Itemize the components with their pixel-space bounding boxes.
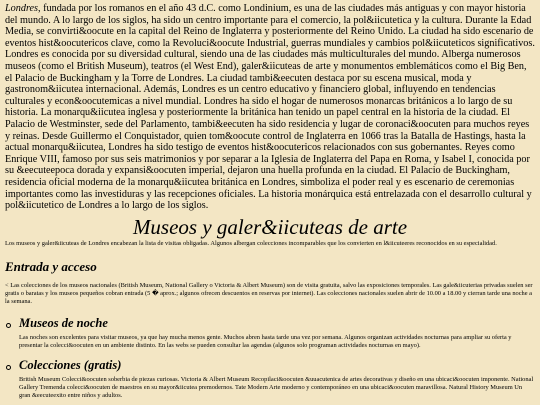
- item-heading: Colecciones (gratis): [19, 357, 122, 372]
- intro-paragraph: [5, 3, 535, 212]
- list-item: [5, 358, 535, 400]
- item-text: British Museum Colecci&oocuten soberbia de piezas curiosas. Victoria & Albert Museum Recopilaci&oocuten &uuacutenica de artes decorativas y diseño en una ubicaci&oocuten imponente. National Gallery Tremenda colecci&oocuten de maestros en su mayor&iicutea premodernos. Tate Modern Arte moderno y contemporáneo en una ubicaci&oocuten maravillosa. Natural History Museum Un gran &eecuteexito entre niños y adultos.: [19, 375, 534, 399]
- museos-description: Los museos y galer&iicuteas de Londres encabezan la lista de visitas obligadas. Algunos albergan colecciones incomparables que los convierten en l&iicuteeres reconocidos en su especialidad.: [5, 239, 497, 247]
- intro-lead: Londres: [5, 3, 39, 14]
- list-item: [5, 316, 535, 350]
- museos-heading: Museos y galer&iicuteas de arte: [132, 214, 408, 239]
- item-text: Las noches son excelentes para visitar museos, ya que hay mucha menos gente. Muchos abren hasta tarde una vez por semana. Algunos organizan actividades nocturnas para ampliar su oferta y presentar la colecci&oocuten en un ambiente distinto. En las webs se pueden consultar las agendas (algunos solo programan actividades nocturnas en mayo).: [19, 333, 512, 349]
- bullet-icon: [6, 365, 11, 370]
- item-heading: Museos de noche: [19, 315, 108, 330]
- entrada-text: < Las colecciones de los museos nacionales (British Museum, National Gallery o Victoria & Albert Museum) son de visita gratuita, salvo las exposiciones temporales. Las gale&iicuterias privadas suelen ser gratis o baratas y los museos pequeños cobran entrada (5 � aprox.; algunos ofrecen descuentos en reservas por internet). Las colecciones nacionales suelen abrir de 10.00 a 18.00 y cierran tarde una noche a la semana.: [5, 281, 533, 305]
- intro-body: , fundada por los romanos en el año 43 d.C. como Londinium, es una de las ciudades más antiguas y con mayor historia del mundo. A lo largo de los siglos, ha sido un centro importante para el comercio, la pol&iicutetica y la cultura. Durante la Edad Media, se convirti&oocute en la capital del Reino de Inglaterra y posteriormente del Reino Unido. La ciudad ha sido escenario de eventos hist&oocutericos clave, como la Revoluci&oocute Industrial, guerras mundiales y cambios pol&iicuteticos significativos. Londres es conocida por su diversidad cultural, siendo una de las ciudades más multiculturales del mundo. Alberga numerosos museos (como el British Museum), teatros (el West End), galer&iicuteas de arte y monumentos emblemáticos como el Big Ben, el Palacio de Buckingham y la Torre de Londres. La ciudad tambi&eecuten destaca por su escena musical, moda y gastronom&iicutea internacional. Además, Londres es un centro educativo y financiero global, influyendo en tendencias culturales y econ&oocutemicas a nivel mundial. Londres ha sido el hogar de numerosos monarcas británicos a lo largo de su historia. La monarqu&iicutea inglesa y posteriormente la británica han tenido un papel central en la historia de la ciudad. El Palacio de Westminster, sede del Parlamento, tambi&eecuten ha sido residencia y lugar de coronaci&oocuten para muchos reyes y reinas. Desde Guillermo el Conquistador, quien tom&oocute control de Inglaterra en 1066 tras la Batalla de Hastings, hasta la actual monarqu&iicutea, Londres ha sido testigo de eventos hist&oocutericos relacionados con sus gobernantes. Reyes como Enrique VIII, famoso por sus seis matrimonios y por separar a la Iglesia de Inglaterra del Papa en Roma, y Isabel I, conocida por su &eecuteepoca dorada y expansi&oocuten imperial, dejaron una huella profunda en la ciudad. El Palacio de Buckingham, residencia oficial moderna de la monarqu&iicutea británica en Londres, simboliza el poder real y es escenario de ceremonias importantes como las investiduras y las recepciones oficiales. La historia monárquica está entrelazada con el desarrollo cultural y pol&iicutetico de Londres a lo largo de los siglos.: [5, 3, 535, 212]
- bullet-icon: [6, 323, 11, 328]
- section-list: [5, 316, 535, 400]
- entrada-heading: Entrada y acceso: [5, 258, 97, 274]
